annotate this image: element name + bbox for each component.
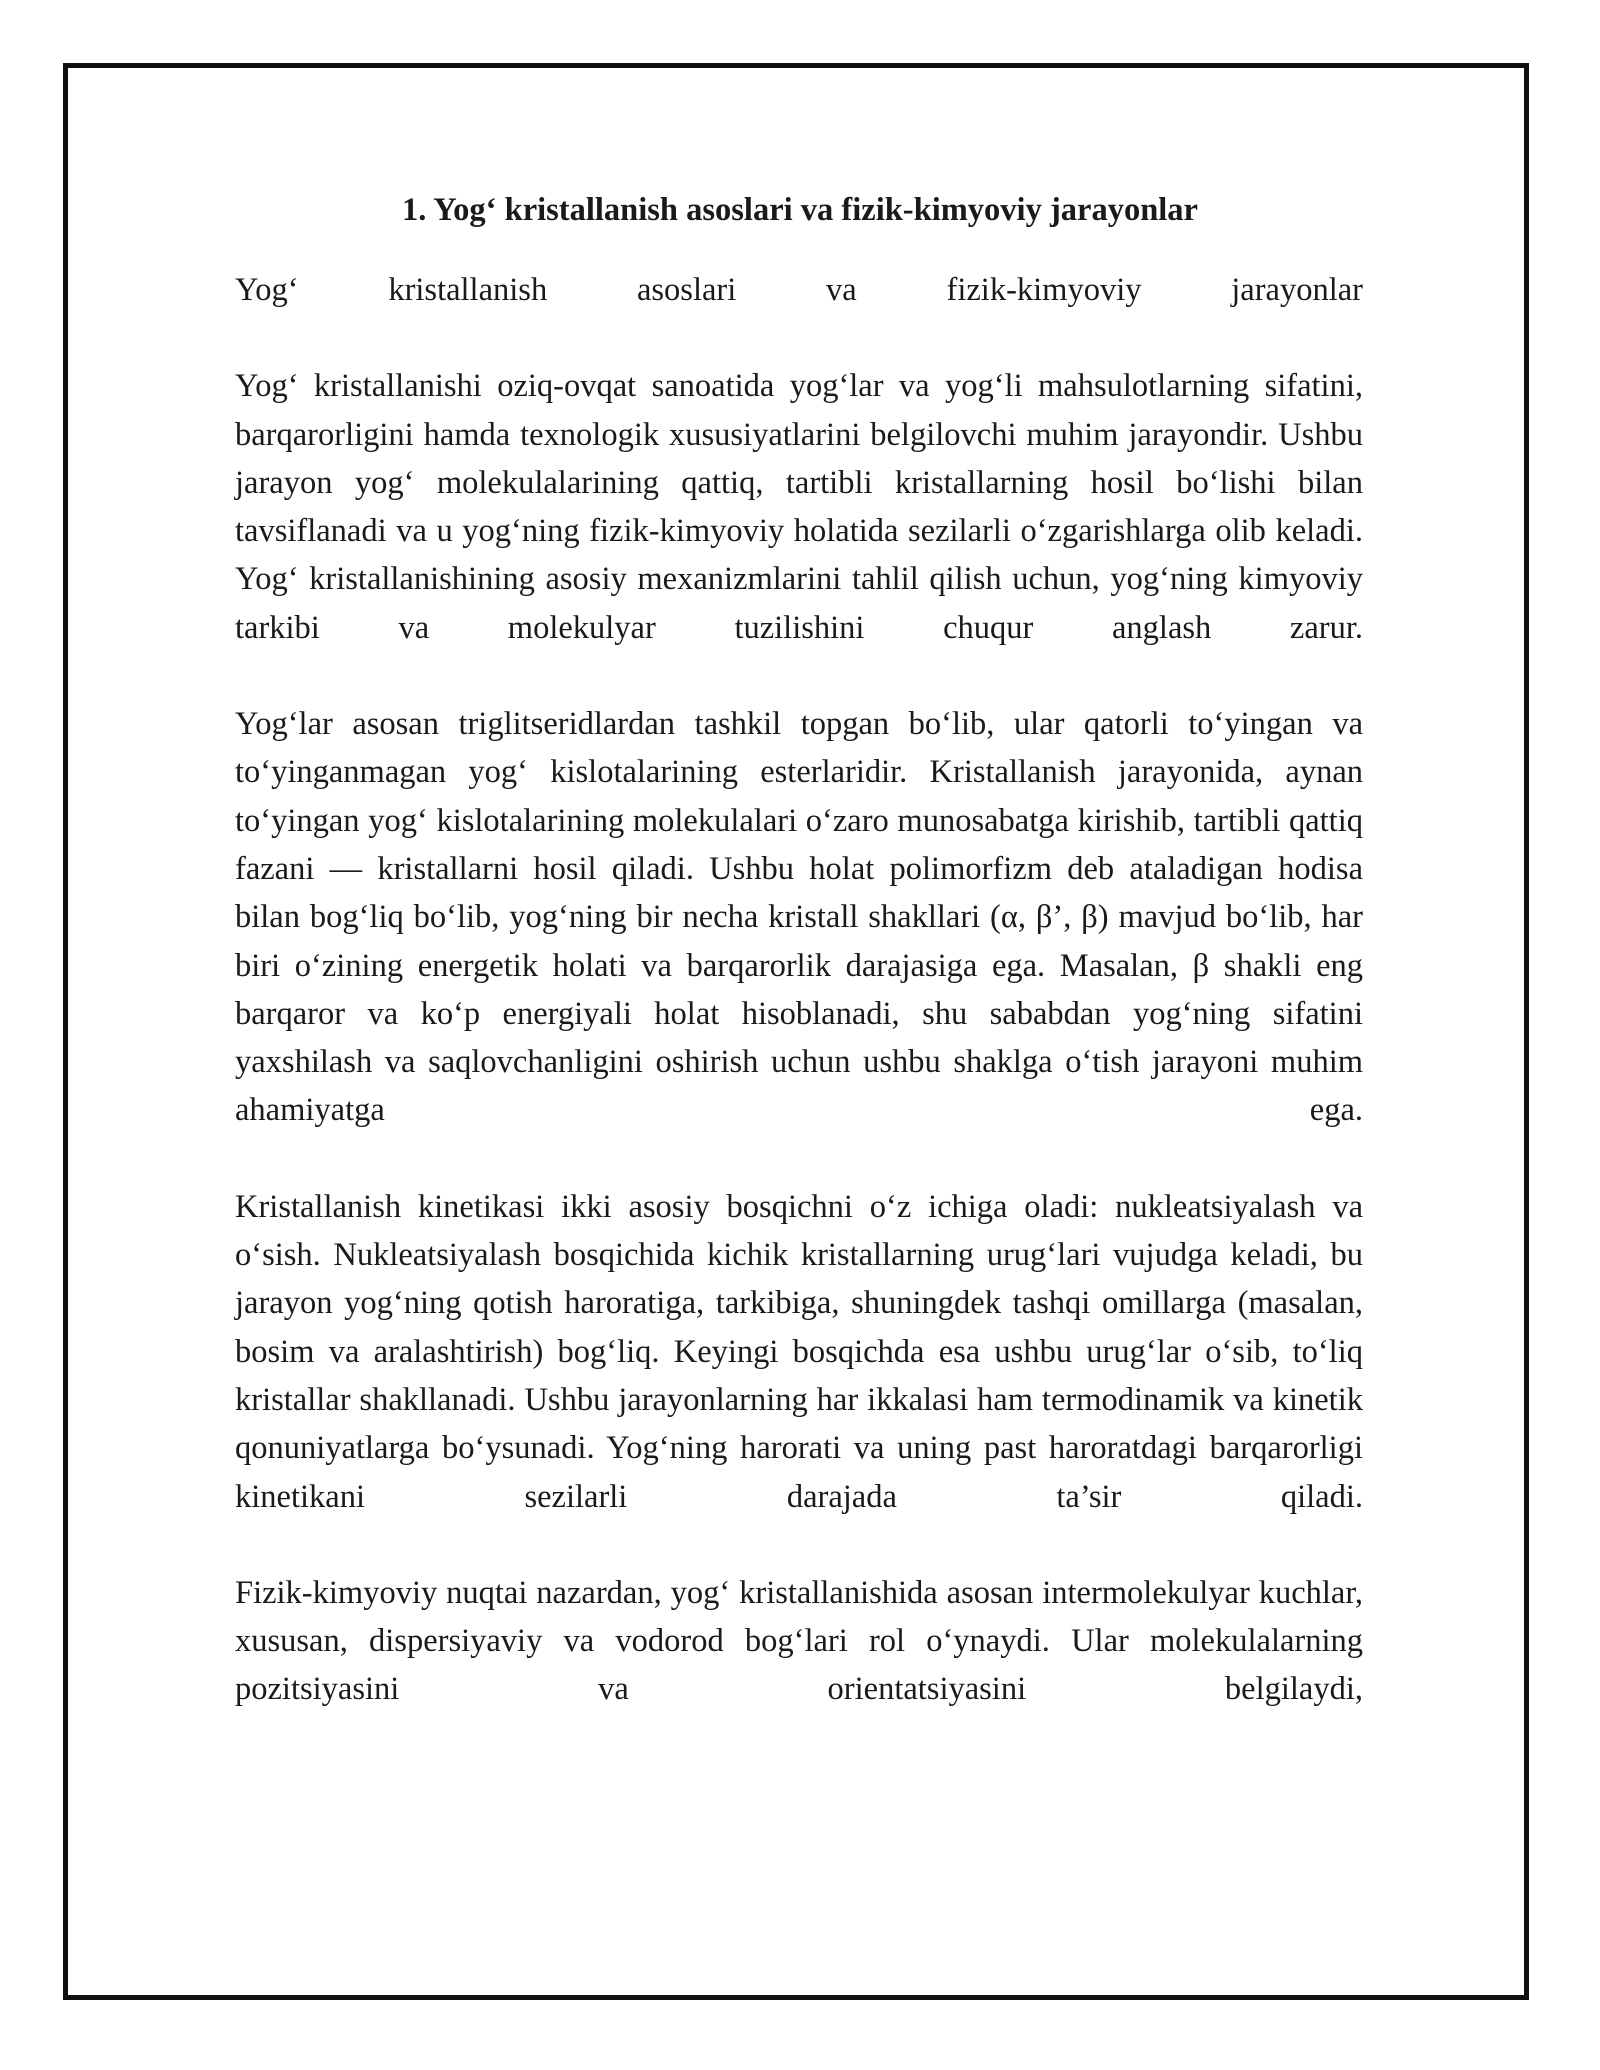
document-heading: 1. Yog‘ kristallanish asoslari va fizik-kimyoviy jarayonlar xyxy=(402,192,1198,228)
document-body xyxy=(235,266,1363,1762)
document-subtitle: Yog‘ kristallanish asoslari va fizik-kimyoviy jarayonlar xyxy=(235,272,1363,308)
paragraph-1: Yog‘ kristallanishi oziq-ovqat sanoatida yog‘lar va yog‘li mahsulotlarning sifatini, barqarorligini hamda texnologik xususiyatlarini belgilovchi muhim jarayondir. Ushbu jarayon yog‘ molekulalarining qattiq, tartibli kristallarning hosil bo‘lishi bilan tavsiflanadi va u yog‘ning fizik-kimyoviy holatida sezilarli o‘zgarishlarga olib keladi. Yog‘ kristallanishining asosiy mexanizmlarini tahlil qilish uchun, yog‘ning kimyoviy tarkibi va molekulyar tuzilishini chuqur anglash zarur. xyxy=(235,368,1363,646)
paragraph-2: Yog‘lar asosan triglitseridlardan tashkil topgan bo‘lib, ular qatorli to‘yingan va to‘yinganmagan yog‘ kislotalarining esterlaridir. Kristallanish jarayonida, aynan to‘yingan yog‘ kislotalarining molekulalari o‘zaro munosabatga kirishib, tartibli qattiq fazani — kristallarni hosil qiladi. Ushbu holat polimorfizm deb ataladigan hodisa bilan bog‘liq bo‘lib, yog‘ning bir necha kristall shakllari (α, β’, β) mavjud bo‘lib, har biri o‘zining energetik holati va barqarorlik darajasiga ega. Masalan, β shakli eng barqaror va ko‘p energiyali holat hisoblanadi, shu sababdan yog‘ning sifatini yaxshilash va saqlovchanligini oshirish uchun ushbu shaklga o‘tish jarayoni muhim ahamiyatga ega. xyxy=(235,706,1363,1129)
paragraph-4: Fizik-kimyoviy nuqtai nazardan, yog‘ kristallanishida asosan intermolekulyar kuchlar, xususan, dispersiyaviy va vodorod bog‘lari rol o‘ynaydi. Ular molekulalarning pozitsiyasini va orientatsiyasini belgilaydi, xyxy=(235,1574,1363,1708)
paragraph-3: Kristallanish kinetikasi ikki asosiy bosqichni o‘z ichiga oladi: nukleatsiyalash va o‘sish. Nukleatsiyalash bosqichida kichik kristallarning urug‘lari vujudga keladi, bu jarayon yog‘ning qotish haroratiga, tarkibiga, shuningdek tashqi omillarga (masalan, bosim va aralashtirish) bog‘liq. Keyingi bosqichda esa ushbu urug‘lar o‘sib, to‘liq kristallar shakllanadi. Ushbu jarayonlarning har ikkalasi ham termodinamik va kinetik qonuniyatlarga bo‘ysunadi. Yog‘ning harorati va uning past haroratdagi barqarorligi kinetikani sezilarli darajada ta’sir qiladi. xyxy=(235,1188,1363,1515)
